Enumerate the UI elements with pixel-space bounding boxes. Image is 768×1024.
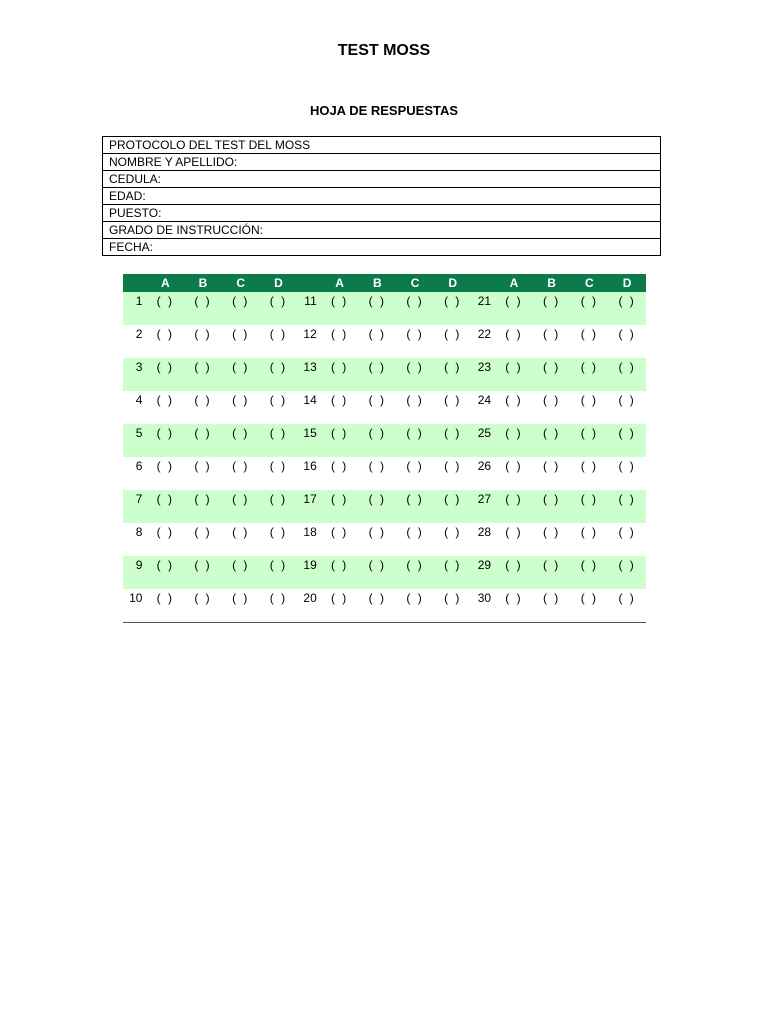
answer-row — [123, 490, 646, 523]
info-name-field[interactable]: NOMBRE Y APELLIDO: — [103, 154, 661, 171]
answer-option-a[interactable]: ( ) — [321, 556, 359, 589]
question-number: 17 — [297, 490, 320, 523]
question-number: 18 — [303, 525, 317, 539]
header-option-d: D — [434, 274, 472, 292]
answer-option-b[interactable]: ( ) — [184, 358, 222, 391]
answer-option-b[interactable]: ( ) — [368, 591, 386, 605]
answer-option-a[interactable]: ( ) — [146, 556, 184, 589]
info-table — [102, 136, 661, 256]
answer-option-c[interactable]: ( ) — [396, 490, 434, 523]
answer-option-b[interactable]: ( ) — [368, 393, 386, 407]
answer-option-c[interactable]: ( ) — [406, 327, 424, 341]
answer-option-a[interactable]: ( ) — [505, 393, 523, 407]
info-education-field[interactable]: GRADO DE INSTRUCCIÓN: — [103, 222, 661, 239]
answer-option-c[interactable]: ( ) — [571, 358, 609, 391]
answer-option-d[interactable]: ( ) — [269, 393, 288, 407]
question-number: 13 — [297, 358, 320, 391]
answer-row — [123, 358, 646, 391]
header-option-a: A — [146, 274, 184, 292]
answer-option-b[interactable]: ( ) — [194, 591, 212, 605]
answer-option-b[interactable]: ( ) — [542, 393, 561, 407]
answer-option-d[interactable]: ( ) — [444, 459, 462, 473]
question-number: 29 — [472, 556, 495, 589]
answer-option-d[interactable]: ( ) — [260, 556, 298, 589]
header-option-b: B — [184, 274, 222, 292]
answer-option-a[interactable]: ( ) — [330, 591, 349, 605]
answer-option-c[interactable]: ( ) — [232, 459, 250, 473]
question-number: 26 — [477, 459, 492, 473]
page-subtitle: HOJA DE RESPUESTAS — [309, 103, 459, 118]
answer-option-b[interactable]: ( ) — [542, 327, 561, 341]
answer-option-b[interactable]: ( ) — [184, 292, 222, 325]
answer-row — [123, 457, 646, 490]
answer-option-c[interactable]: ( ) — [222, 424, 260, 457]
question-number: 2 — [135, 327, 143, 341]
question-number: 20 — [303, 591, 317, 605]
answer-option-a[interactable]: ( ) — [156, 591, 174, 605]
answer-option-b[interactable]: ( ) — [184, 556, 222, 589]
answer-row — [123, 523, 646, 556]
answer-option-c[interactable]: ( ) — [571, 556, 609, 589]
answer-option-b[interactable]: ( ) — [542, 459, 561, 473]
answer-option-b[interactable]: ( ) — [194, 459, 212, 473]
answer-option-a[interactable]: ( ) — [321, 424, 359, 457]
question-number: 6 — [135, 459, 143, 473]
answer-option-c[interactable]: ( ) — [222, 490, 260, 523]
answer-row — [123, 589, 646, 623]
info-position-field[interactable]: PUESTO: — [103, 205, 661, 222]
answer-option-d[interactable]: ( ) — [434, 556, 472, 589]
question-number: 12 — [303, 327, 317, 341]
info-protocol: PROTOCOLO DEL TEST DEL MOSS — [103, 137, 661, 154]
answer-option-a[interactable]: ( ) — [146, 358, 184, 391]
answer-option-b[interactable]: ( ) — [368, 327, 386, 341]
answer-option-c[interactable]: ( ) — [571, 490, 609, 523]
answer-option-b[interactable]: ( ) — [533, 358, 571, 391]
answer-option-d[interactable]: ( ) — [434, 292, 472, 325]
answer-option-c[interactable]: ( ) — [406, 525, 424, 539]
answer-grid-header — [123, 274, 646, 292]
answer-option-b[interactable]: ( ) — [194, 525, 212, 539]
question-number: 25 — [472, 424, 495, 457]
question-number: 1 — [123, 292, 146, 325]
answer-option-d[interactable]: ( ) — [608, 490, 646, 523]
question-number: 27 — [472, 490, 495, 523]
answer-option-a[interactable]: ( ) — [505, 525, 523, 539]
answer-option-a[interactable]: ( ) — [505, 591, 523, 605]
answer-option-c[interactable]: ( ) — [232, 525, 250, 539]
answer-option-d[interactable]: ( ) — [608, 556, 646, 589]
answer-option-b[interactable]: ( ) — [358, 424, 396, 457]
info-row — [103, 171, 661, 188]
answer-grid — [123, 274, 646, 623]
question-number: 15 — [297, 424, 320, 457]
page-title: TEST MOSS — [337, 42, 431, 59]
answer-option-b[interactable]: ( ) — [358, 490, 396, 523]
question-number: 10 — [129, 591, 143, 605]
answer-option-b[interactable]: ( ) — [194, 327, 212, 341]
answer-option-d[interactable]: ( ) — [260, 424, 298, 457]
answer-option-b[interactable]: ( ) — [184, 424, 222, 457]
answer-option-d[interactable]: ( ) — [618, 327, 636, 341]
answer-option-c[interactable]: ( ) — [222, 556, 260, 589]
question-number: 7 — [123, 490, 146, 523]
info-date-field[interactable]: FECHA: — [103, 239, 661, 256]
answer-option-b[interactable]: ( ) — [194, 393, 212, 407]
answer-option-b[interactable]: ( ) — [533, 490, 571, 523]
answer-option-b[interactable]: ( ) — [184, 490, 222, 523]
answer-row — [123, 556, 646, 589]
answer-option-a[interactable]: ( ) — [495, 556, 533, 589]
answer-option-c[interactable]: ( ) — [580, 459, 599, 473]
answer-option-c[interactable]: ( ) — [232, 327, 250, 341]
answer-option-c[interactable]: ( ) — [406, 459, 424, 473]
answer-option-a[interactable]: ( ) — [330, 393, 349, 407]
info-row — [103, 239, 661, 256]
header-option-c: C — [571, 274, 609, 292]
answer-option-c[interactable]: ( ) — [396, 556, 434, 589]
answer-option-d[interactable]: ( ) — [434, 490, 472, 523]
header-spacer — [472, 274, 495, 292]
answer-option-c[interactable]: ( ) — [222, 292, 260, 325]
answer-option-a[interactable]: ( ) — [156, 327, 174, 341]
answer-option-a[interactable]: ( ) — [321, 490, 359, 523]
answer-grid-body — [123, 292, 646, 623]
answer-option-d[interactable]: ( ) — [444, 393, 462, 407]
answer-option-d[interactable]: ( ) — [434, 424, 472, 457]
answer-option-d[interactable]: ( ) — [618, 591, 636, 605]
answer-option-c[interactable]: ( ) — [580, 393, 599, 407]
question-number: 14 — [303, 393, 317, 407]
answer-option-a[interactable]: ( ) — [321, 292, 359, 325]
answer-option-c[interactable]: ( ) — [580, 327, 599, 341]
answer-option-d[interactable]: ( ) — [260, 358, 298, 391]
info-row — [103, 188, 661, 205]
answer-option-b[interactable]: ( ) — [533, 292, 571, 325]
answer-option-c[interactable]: ( ) — [396, 358, 434, 391]
answer-option-b[interactable]: ( ) — [368, 459, 386, 473]
answer-option-d[interactable]: ( ) — [434, 358, 472, 391]
answer-option-d[interactable]: ( ) — [444, 591, 462, 605]
answer-option-d[interactable]: ( ) — [618, 525, 636, 539]
answer-option-a[interactable]: ( ) — [495, 490, 533, 523]
answer-option-d[interactable]: ( ) — [444, 327, 462, 341]
answer-option-b[interactable]: ( ) — [368, 525, 386, 539]
answer-option-a[interactable]: ( ) — [330, 525, 349, 539]
question-number: 21 — [472, 292, 495, 325]
answer-option-a[interactable]: ( ) — [495, 292, 533, 325]
info-row — [103, 222, 661, 239]
header-option-b: B — [533, 274, 571, 292]
header-option-c: C — [222, 274, 260, 292]
info-row — [103, 205, 661, 222]
answer-option-d[interactable]: ( ) — [608, 358, 646, 391]
answer-option-d[interactable]: ( ) — [618, 459, 636, 473]
answer-option-c[interactable]: ( ) — [406, 591, 424, 605]
answer-option-a[interactable]: ( ) — [495, 424, 533, 457]
answer-option-a[interactable]: ( ) — [156, 459, 174, 473]
answer-option-d[interactable]: ( ) — [444, 525, 462, 539]
header-spacer — [297, 274, 320, 292]
answer-option-c[interactable]: ( ) — [571, 292, 609, 325]
answer-option-a[interactable]: ( ) — [330, 459, 349, 473]
answer-option-d[interactable]: ( ) — [269, 525, 288, 539]
answer-option-d[interactable]: ( ) — [260, 292, 298, 325]
answer-option-c[interactable]: ( ) — [571, 424, 609, 457]
answer-option-d[interactable]: ( ) — [260, 490, 298, 523]
answer-option-a[interactable]: ( ) — [146, 424, 184, 457]
question-number: 28 — [477, 525, 492, 539]
answer-option-b[interactable]: ( ) — [542, 525, 561, 539]
answer-option-b[interactable]: ( ) — [358, 556, 396, 589]
answer-option-c[interactable]: ( ) — [232, 393, 250, 407]
answer-row — [123, 292, 646, 325]
answer-option-d[interactable]: ( ) — [269, 459, 288, 473]
answer-option-a[interactable]: ( ) — [505, 459, 523, 473]
answer-option-a[interactable]: ( ) — [146, 490, 184, 523]
answer-option-b[interactable]: ( ) — [358, 358, 396, 391]
answer-option-c[interactable]: ( ) — [232, 591, 250, 605]
question-number: 23 — [472, 358, 495, 391]
answer-row — [123, 391, 646, 424]
header-option-d: D — [608, 274, 646, 292]
question-number: 11 — [297, 292, 320, 325]
question-number: 5 — [123, 424, 146, 457]
answer-option-c[interactable]: ( ) — [406, 393, 424, 407]
answer-option-c[interactable]: ( ) — [580, 525, 599, 539]
question-number: 9 — [123, 556, 146, 589]
answer-option-d[interactable]: ( ) — [269, 591, 288, 605]
question-number: 4 — [135, 393, 143, 407]
question-number: 22 — [477, 327, 492, 341]
answer-option-b[interactable]: ( ) — [533, 556, 571, 589]
answer-option-a[interactable]: ( ) — [330, 327, 349, 341]
info-id-field[interactable]: CEDULA: — [103, 171, 661, 188]
answer-option-a[interactable]: ( ) — [156, 525, 174, 539]
answer-option-d[interactable]: ( ) — [269, 327, 288, 341]
answer-option-d[interactable]: ( ) — [608, 424, 646, 457]
answer-row — [123, 325, 646, 358]
answer-option-b[interactable]: ( ) — [358, 292, 396, 325]
header-option-b: B — [358, 274, 396, 292]
answer-row — [123, 424, 646, 457]
header-option-d: D — [260, 274, 298, 292]
question-number: 30 — [477, 591, 492, 605]
answer-option-a[interactable]: ( ) — [146, 292, 184, 325]
answer-option-c[interactable]: ( ) — [396, 292, 434, 325]
info-row — [103, 137, 661, 154]
header-option-a: A — [321, 274, 359, 292]
answer-option-a[interactable]: ( ) — [505, 327, 523, 341]
answer-option-d[interactable]: ( ) — [608, 292, 646, 325]
info-age-field[interactable]: EDAD: — [103, 188, 661, 205]
answer-option-c[interactable]: ( ) — [580, 591, 599, 605]
answer-option-a[interactable]: ( ) — [156, 393, 174, 407]
answer-option-b[interactable]: ( ) — [542, 591, 561, 605]
answer-option-c[interactable]: ( ) — [396, 424, 434, 457]
answer-option-a[interactable]: ( ) — [495, 358, 533, 391]
info-row — [103, 154, 661, 171]
header-option-c: C — [396, 274, 434, 292]
answer-option-d[interactable]: ( ) — [618, 393, 636, 407]
question-number: 16 — [303, 459, 317, 473]
header-option-a: A — [495, 274, 533, 292]
question-number: 8 — [135, 525, 143, 539]
question-number: 19 — [297, 556, 320, 589]
question-number: 24 — [477, 393, 492, 407]
answer-option-c[interactable]: ( ) — [222, 358, 260, 391]
answer-option-b[interactable]: ( ) — [533, 424, 571, 457]
header-spacer — [123, 274, 146, 292]
question-number: 3 — [123, 358, 146, 391]
answer-option-a[interactable]: ( ) — [321, 358, 359, 391]
